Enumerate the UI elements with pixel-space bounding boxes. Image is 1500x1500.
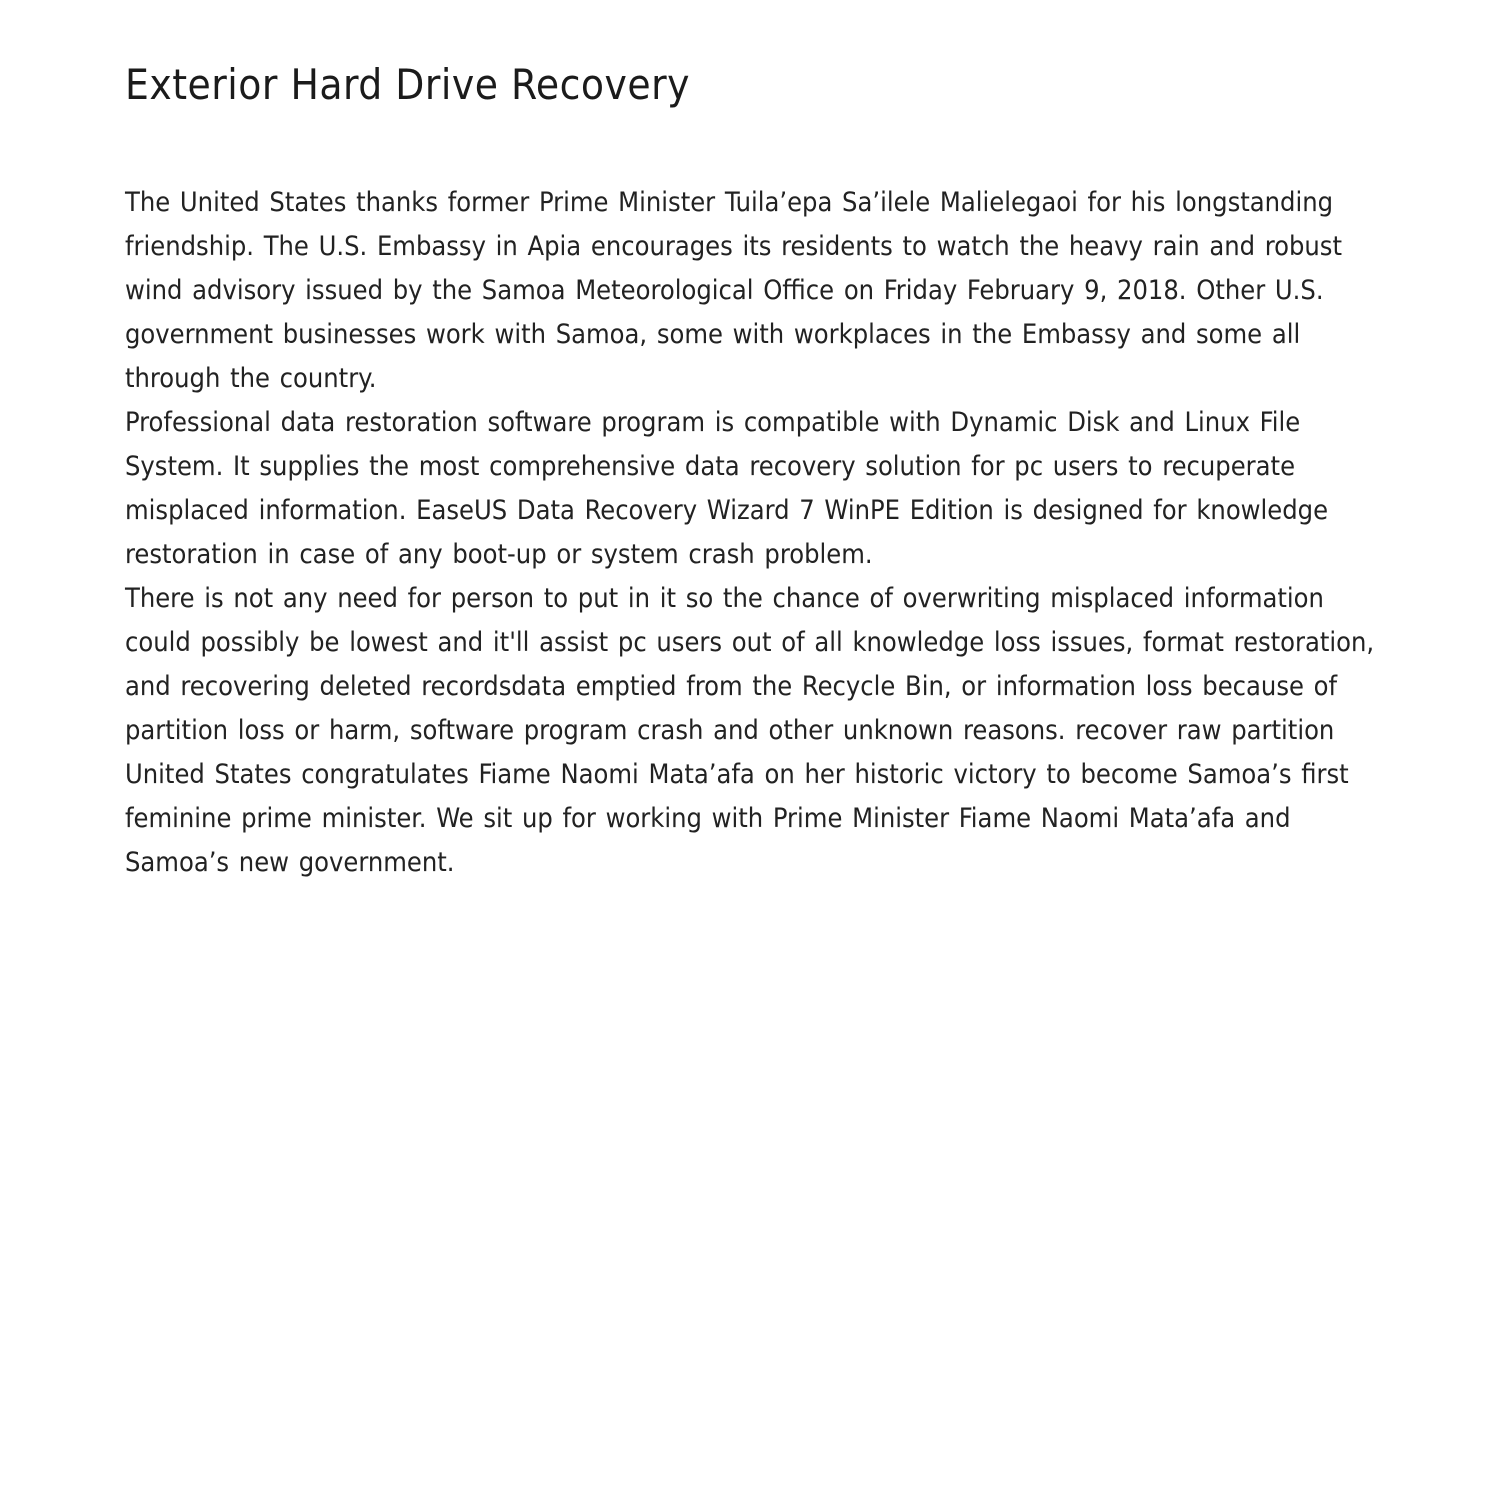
article-body: [125, 181, 1375, 885]
page-title: Exterior Hard Drive Recovery: [125, 60, 691, 109]
paragraph-3: There is not any need for person to put in it so the chance of overwriting misplaced information could possibly be lowest and it'll assist pc users out of all knowledge loss issues, format restoration, and recovering deleted recordsdata emptied from the Recycle Bin, or information loss because of partition loss or harm, software program crash and other unknown reasons. recover raw partition United States congratulates Fiame Naomi Mata’afa on her historic victory to become Samoa’s first feminine prime minister. We sit up for working with Prime Minister Fiame Naomi Mata’afa and Samoa’s new government.: [125, 583, 1375, 878]
paragraph-2: Professional data restoration software program is compatible with Dynamic Disk and Linux File System. It supplies the most comprehensive data recovery solution for pc users to recuperate misplaced information. EaseUS Data Recovery Wizard 7 WinPE Edition is designed for knowledge restoration in case of any boot-up or system crash problem.: [125, 407, 1329, 570]
document-content: [125, 60, 1375, 885]
paragraph-1: The United States thanks former Prime Minister Tuila’epa Sa’ilele Malielegaoi for his longstanding friendship. The U.S. Embassy in Apia encourages its residents to watch the heavy rain and robust wind advisory issued by the Samoa Meteorological Office on Friday February 9, 2018. Other U.S. government businesses work with Samoa, some with workplaces in the Embassy and some all through the country.: [125, 187, 1342, 394]
